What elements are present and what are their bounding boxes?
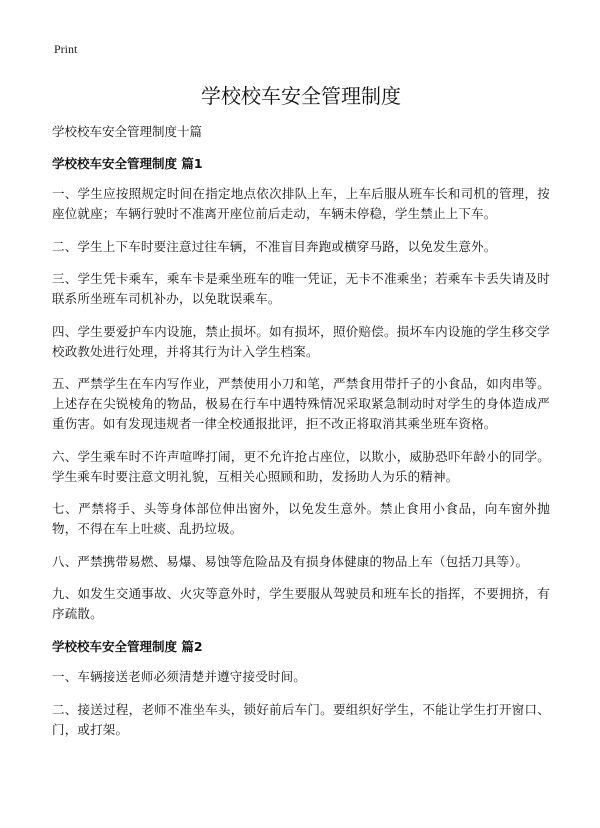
section-1-paragraph-4: 四、学生要爱护车内设施，禁止损坏。如有损坏，照价赔偿。损坏车内设施的学生移交学校政教处进行处理，并将其行为计入学生档案。	[52, 323, 550, 359]
document-title: 学校校车安全管理制度	[201, 84, 401, 108]
section-2-paragraph-1: 一、车辆接送老师必须清楚并遵守接受时间。	[52, 669, 307, 684]
section-1-paragraph-1: 一、学生应按照规定时间在指定地点依次排队上车，上车后服从班车长和司机的管理，按座位就座；车辆行驶时不准离开座位前后走动，车辆未停稳，学生禁止上下车。	[52, 186, 550, 221]
section-1-paragraph-8: 八、严禁携带易燃、易爆、易蚀等危险品及有损身体健康的物品上车（包括刀具等）。	[52, 553, 529, 569]
section-heading-2: 学校校车安全管理制度 篇2	[52, 639, 203, 654]
section-1-paragraph-5: 五、严禁学生在车内写作业，严禁使用小刀和笔，严禁食用带扦子的小食品，如肉串等。上述存在尖锐棱角的物品，极易在行车中遇特殊情况采取紧急制动时对学生的身体造成严重伤害。如有发现违规者一律全校通报批评，拒不改正将取消其乘坐班车资格。	[52, 376, 550, 431]
document-subtitle: 学校校车安全管理制度十篇	[52, 124, 203, 139]
section-1-paragraph-9: 九、如发生交通事故、火灾等意外时，学生要服从驾驶员和班车长的指挥，不要拥挤，有序疏散。	[52, 586, 550, 621]
section-1-paragraph-3: 三、学生凭卡乘车，乘车卡是乘坐班车的唯一凭证，无卡不准乘坐；若乘车卡丢失请及时联系所坐班车司机补办，以免耽误乘车。	[52, 271, 550, 306]
section-2-paragraph-2: 二、接送过程，老师不准坐车头，锁好前后车门。要组织好学生，不能让学生打开窗口、门，或打架。	[52, 701, 550, 737]
print-link[interactable]: Print	[54, 42, 78, 56]
section-1-paragraph-6: 六、学生乘车时不许声喧哗打闹，更不允许抢占座位，以欺小，威胁恐吓年龄小的同学。学生乘车时要注意文明礼貌，互相关心照顾和助，发扬助人为乐的精神。	[52, 448, 550, 484]
section-1-paragraph-7: 七、严禁将手、头等身体部位伸出窗外，以免发生意外。禁止食用小食品，向车窗外抛物，不得在车上吐痰、乱扔垃圾。	[52, 501, 550, 536]
section-heading-1: 学校校车安全管理制度 篇1	[52, 156, 203, 171]
section-1-paragraph-2: 二、学生上下车时要注意过往车辆，不准盲目奔跑或横穿马路，以免发生意外。	[52, 238, 497, 254]
